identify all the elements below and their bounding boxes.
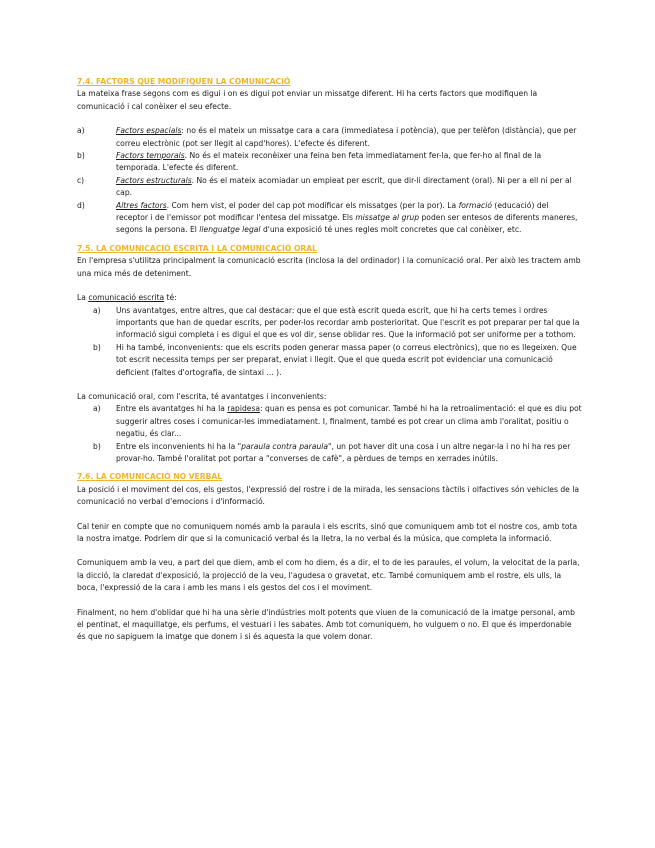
term: Factors espacials xyxy=(116,126,182,136)
text: té: xyxy=(164,293,177,303)
list-marker: a) xyxy=(93,404,101,414)
list-marker: a) xyxy=(93,305,101,315)
list-item-text: . Com hem vist, el poder del cap pot modificar els missatges (per la por). La xyxy=(166,200,459,210)
list-item xyxy=(77,342,582,379)
paragraph: Finalment, no hem d'oblidar que hi ha una sèrie d'indústries molt potents que viuen de la comunicació de la imatge personal, amb el pentinat, el maquillatge, els perfums, el vestuari i les sabates. Amb tot comuniquem, ho vulguem o no. El que és imperdonable és que no sapiguem la imatge que donem i si és aquesta la que volem donar. xyxy=(77,607,575,642)
term: Altres factors xyxy=(116,200,167,210)
term: rapidesa xyxy=(227,404,261,414)
paragraph: La posició i el moviment del cos, els gestos, l'expressió del rostre i de la mirada, les sensacions tàctils i olfactives són vehicles de la comunicació no verbal d'emocions i d'informació. xyxy=(77,484,579,507)
italic-term: formació xyxy=(458,200,492,210)
oral-list xyxy=(77,403,582,465)
list-item xyxy=(77,403,582,440)
text: La xyxy=(77,293,89,303)
paragraph: La comunicació oral, com l'escrita, té avantatges i inconvenients: xyxy=(77,391,327,401)
list-item-text: . No és el mateix reconèixer una feina ben feta immediatament fer-la, que fer-ho al final de la temporada. L'efecte és diferent. xyxy=(116,151,542,173)
document-page xyxy=(77,76,582,644)
paragraph: Comuniquem amb la veu, a part del que diem, amb el com ho diem, és a dir, el to de les paraules, el volum, la velocitat de la parla, la dicció, la claredat d'exposició, la projecció de la veu, l'agudesa o gravetat, etc. També comuniquem amb el rostre, els ulls, la boca, l'expressió de la cara i amb les mans i els gestos del cos i el moviment. xyxy=(77,558,580,593)
list-item-text: : no és el mateix un missatge cara a cara (immediatesa i potència), que per telèfon (distància), que per correu electrònic (pot ser llegit al capd'hores). L'efecte és diferent. xyxy=(116,126,577,148)
list-item xyxy=(77,305,582,342)
term: comunicació escrita xyxy=(88,293,165,303)
paragraph: Cal tenir en compte que no comuniquem només amb la paraula i els escrits, sinó que comuniquem amb tot el nostre cos, amb tota la nostra imatge. Podríem dir que si la comunicació verbal és la lletra, la no verbal és la música, que completa la informació. xyxy=(77,521,578,543)
section-heading-7-6: 7.6. LA COMUNICACIÓ NO VERBAL xyxy=(77,472,223,482)
list-item xyxy=(77,150,582,175)
list-item-text: Uns avantatges, entre altres, que cal destacar: que el que està escrit queda escrit, que hi ha certs temes i ordres importants que han de quedar escrits, per poder-los recordar amb posterioritat. Que l'escrit es pot preparar per tal que la informació sigui completa i es digui el que es vol dir, sense oblidar res. Que la informació pot ser uniforme per a tothom. xyxy=(116,305,580,340)
list-marker: b) xyxy=(93,441,101,451)
list-item-text: Entre els inconvenients hi ha la xyxy=(116,441,238,451)
list-item xyxy=(77,125,582,150)
section-heading-7-5: 7.5. LA COMUNICACIÓ ESCRITA I LA COMUNICACIÓ ORAL xyxy=(77,243,317,253)
list-item-text: (educació) del receptor i de l'emissor pot modificar l'entesa del missatge. Els xyxy=(116,200,549,223)
paragraph xyxy=(77,292,582,304)
list-marker: c) xyxy=(77,175,85,185)
section-heading-7-4: 7.4. FACTORS QUE MODIFIQUEN LA COMUNICACIÓ xyxy=(77,77,291,86)
list-item-text: Hi ha també, inconvenients: que els escrits poden generar massa paper (o correus electrònics), que no es llegeixen. Que tot escrit necessita temps per ser preparat, enviat i llegit. Que el que queda escrit pot evidenciar una comunicació deficient (faltes d'ortografia, de sintaxi ... ). xyxy=(116,342,577,377)
list-marker: d) xyxy=(77,200,85,210)
italic-term: llenguatge legal xyxy=(199,225,261,235)
paragraph: En l'empresa s'utilitza principalment la comunicació escrita (inclosa la del ordinador) i la comunicació oral. Per això les tractem amb una mica més de deteniment. xyxy=(77,256,581,278)
list-marker: b) xyxy=(77,151,85,161)
list-item-text: poden ser entesos de diferents maneres, segons la persona. El xyxy=(116,213,578,235)
paragraph: La mateixa frase segons com es digui i on es digui pot enviar un missatge diferent. Hi ha certs factors que modifiquen la comunicació i cal conèixer el seu efecte. xyxy=(77,89,538,111)
list-item-text: Entre els avantatges hi ha la xyxy=(116,404,228,414)
list-item-text: , un pot haver dit una cosa i un altre negar-la i no hi ha res per provar-ho. També l'oralitat pot portar a "converses de cafè", a pèrdues de temps en xerrades inútils. xyxy=(116,441,571,463)
list-item-text: . No és el mateix acomiadar un empleat per escrit, que dir-li directament (oral). Ni per a ell ni per al cap. xyxy=(116,175,572,198)
term: Factors estructurals xyxy=(116,175,192,185)
list-item-text: : quan es pensa es pot comunicar. També hi ha la retroalimentació: el que es diu pot suggerir altres coses i comunicar-les immediatament. I, finalment, també es pot crear un clima amb l'oralitat, positiu o negatiu, és clar... xyxy=(116,404,582,439)
factors-list xyxy=(77,125,582,237)
list-item xyxy=(77,200,582,237)
list-item xyxy=(77,441,582,466)
list-marker: b) xyxy=(93,342,101,352)
term: Factors temporals xyxy=(116,151,185,161)
list-item-text: d'una exposició té unes regles molt concretes que cal conèixer, etc. xyxy=(260,225,522,235)
list-marker: a) xyxy=(77,126,85,136)
list-item xyxy=(77,175,582,200)
italic-term: missatge al grup xyxy=(355,213,420,223)
term: "paraula contra paraula" xyxy=(237,441,332,451)
written-list xyxy=(77,305,582,379)
